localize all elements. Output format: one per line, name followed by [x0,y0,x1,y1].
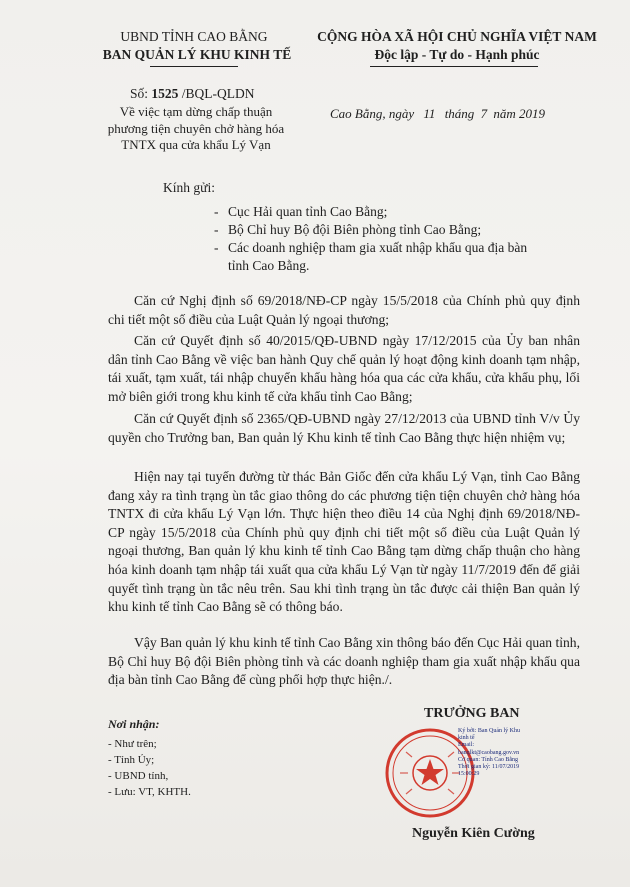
digital-signature-line: Cơ quan: Tỉnh Cao Bằng [458,756,519,763]
recipient-text-continued: tỉnh Cao Bằng. [228,258,310,273]
paragraph-text: Vậy Ban quản lý khu kinh tế tỉnh Cao Bằng xin thông báo đến Cục Hải quan tỉnh, Bộ Chỉ huy Bộ đội Biên phòng tỉnh và các doanh nghiệp tham gia xuất nhập khẩu qua địa bàn tỉnh Cao Bằng để cùng phối hợp thực hiện./. [108,635,580,688]
date-day: 11 [423,106,436,121]
greeting: Kính gửi: [163,180,215,195]
noi-nhan-item: - Như trên; [108,738,157,750]
agency-line-2: BAN QUẢN LÝ KHU KINH TẾ [102,47,292,62]
year-label: năm 2019 [493,106,545,121]
paragraph-text: Căn cứ Quyết định số 40/2015/QĐ-UBND ngày 17/12/2015 của Ủy ban nhân dân tỉnh Cao Bằng về việc ban hành Quy chế quản lý hoạt động kinh doanh tạm nhập, tái xuất, tạm xuất, tái nhập chuyển khẩu hàng hóa qua các cửa khẩu, cửa khẩu phụ, lối mở biên giới trong khu kinh tế cửa khẩu tỉnh Cao Bằng; [108,333,580,404]
recipient-item: - Cục Hải quan tỉnh Cao Bằng; [214,204,388,219]
paragraph [108,468,580,617]
digital-signature-line: Ký bởi: Ban Quản lý Khu [458,728,521,734]
paragraph [108,634,580,690]
doc-number-value: 1525 [151,86,179,101]
digital-signature-line: kinh tế [458,735,475,742]
digital-signature-line: Email: [458,742,474,749]
nation-line-1: CỘNG HÒA XÃ HỘI CHỦ NGHĨA VIỆT NAM [317,29,597,44]
noi-nhan-item: - UBND tỉnh, [108,770,169,782]
place-date [330,106,545,122]
digital-signature-line: banqlkt@caobang.gov.vn [458,749,520,756]
paragraph [108,292,580,329]
subject-line: TNTX qua cửa khẩu Lý Vạn [121,137,271,152]
paragraph-text: Căn cứ Quyết định số 2365/QĐ-UBND ngày 27/12/2013 của UBND tỉnh V/v Ủy quyền cho Trưởng ban, Ban quản lý Khu kinh tế tỉnh Cao Bằng thực hiện nhiệm vụ; [108,411,580,445]
place-label: Cao Bằng, ngày [330,106,415,121]
subject [86,104,306,154]
signer-name: Nguyễn Kiên Cường [412,826,535,841]
nation-line-2: Độc lập - Tự do - Hạnh phúc [374,47,540,62]
recipient-item: - Bộ Chỉ huy Bộ đội Biên phòng tỉnh Cao Bằng; [214,222,482,237]
noi-nhan-item: - Tỉnh Ủy; [108,754,155,766]
noi-nhan-title: Nơi nhận: [108,717,160,731]
doc-number-suffix: /BQL-QLDN [181,86,255,101]
paragraph-text: Hiện nay tại tuyến đường từ thác Bản Giốc đến cửa khẩu Lý Vạn, tỉnh Cao Bằng đang xảy ra tình trạng ùn tắc giao thông do các phương tiện tiện chuyên chở hàng hóa TNTX đi cửa khẩu Lý Vạn lớn. Thực hiện theo điều 14 của Nghị định 69/2018/NĐ-CP ngày 15/5/2018 của Chính phủ quy định chi tiết một số điều của Luật Quản lý ngoại thương, Ban quản lý khu kinh tế tỉnh Cao Bằng tạm dừng chấp thuận cho hàng hóa kinh doanh tạm nhập tái xuất qua cửa khẩu Lý Vạn từ ngày 11/7/2019 đến để giải quyết tình trạng ùn tắc nêu trên. Sau khi tình trạng ùn tắc được cải thiện Ban quản lý khu kinh tế tỉnh Cao Bằng sẽ có thông báo. [108,469,580,615]
digital-signature-line: 15:00:29 [458,771,480,778]
agency-underline [150,66,238,67]
recipient-item: - Các doanh nghiệp tham gia xuất nhập khẩu qua địa bàn [214,240,528,255]
paragraph-text: Căn cứ Nghị định số 69/2018/NĐ-CP ngày 15/5/2018 của Chính phủ quy định chi tiết một số điều của Luật Quản lý ngoại thương; [108,293,580,327]
subject-line: Về việc tạm dừng chấp thuận [119,104,273,119]
motto-underline [370,66,538,67]
recipient-text: Bộ Chỉ huy Bộ đội Biên phòng tỉnh Cao Bằng; [228,222,482,237]
paragraph [108,332,580,406]
signature-title: TRƯỞNG BAN [424,706,520,721]
recipient-text: Cục Hải quan tỉnh Cao Bằng; [228,204,388,219]
digital-signature-block [458,728,554,778]
paragraph [108,410,580,447]
agency-line-1: UBND TỈNH CAO BẰNG [120,29,268,44]
month-label: tháng [444,106,475,121]
digital-signature-line: Thời gian ký: 11/07/2019 [458,764,520,771]
date-month: 7 [480,106,488,121]
subject-line: phương tiện chuyên chở hàng hóa [107,120,285,136]
doc-number-prefix: Số: [130,86,149,101]
noi-nhan-item: - Lưu: VT, KHTH. [108,786,191,798]
recipient-text: Các doanh nghiệp tham gia xuất nhập khẩu qua địa bàn [228,240,528,255]
doc-number [130,86,255,102]
